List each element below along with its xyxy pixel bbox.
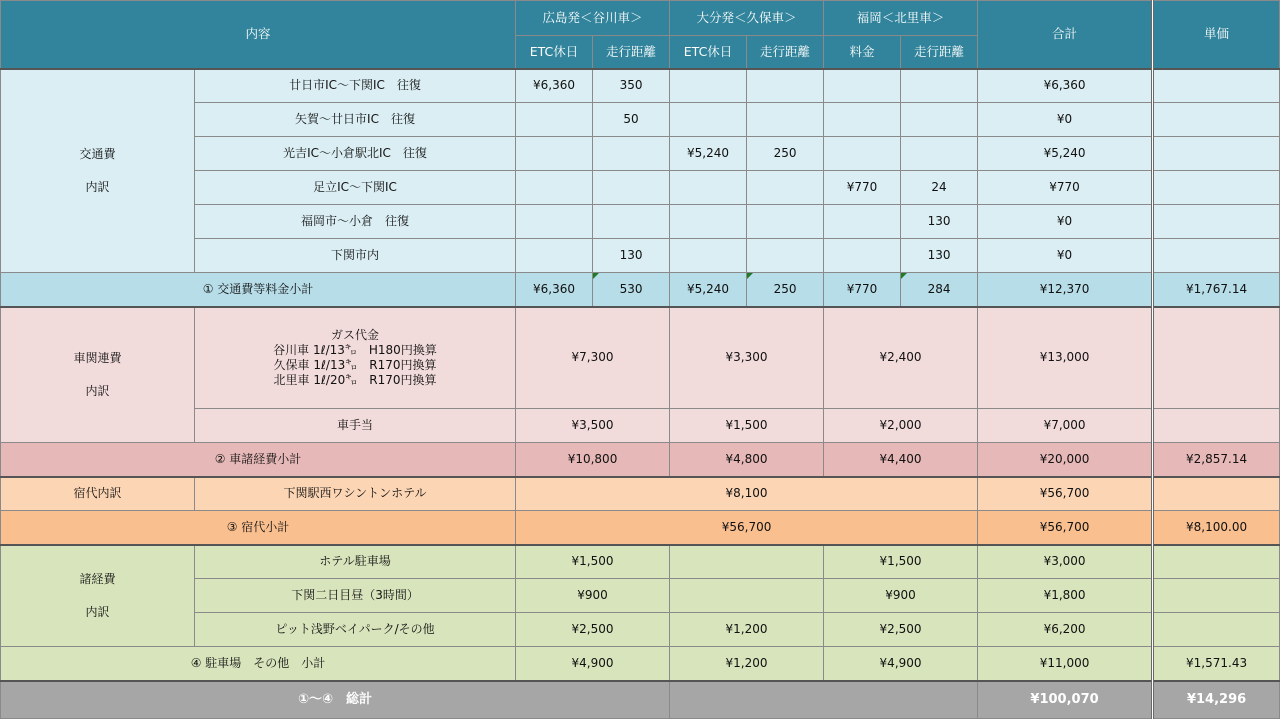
header-group-oita: 大分発＜久保車＞ [670,1,824,36]
cell-group-2[interactable]: ¥1,500 [670,409,824,443]
cell-distance-1[interactable]: 50 [593,103,670,137]
gas-line: 谷川車 1ℓ/13㌔ H180円換算 [273,342,437,357]
cell-item[interactable]: ホテル駐車場 [195,545,516,579]
header-row [1,1,1280,36]
cell-fee-3[interactable]: ¥770 [824,273,901,307]
cell-distance-2[interactable] [747,273,824,307]
cell-distance-2[interactable] [747,239,824,273]
cell-amount[interactable]: ¥8,100 [516,477,978,511]
gas-line: 久保車 1ℓ/13㌔ R170円換算 [273,357,437,372]
cell-item[interactable]: 下関市内 [195,239,516,273]
cell-unit[interactable]: ¥1,571.43 [1153,647,1280,681]
subheader-etc-2: ETC休日 [670,36,747,69]
header-group-hiroshima: 広島発＜谷川車＞ [516,1,670,36]
cell-group-1[interactable]: ¥4,900 [516,647,670,681]
subtotal-label[interactable]: ② 車諸経費小計 [1,443,516,477]
cell-total[interactable]: ¥13,000 [978,307,1153,409]
cell-unit[interactable] [1153,69,1280,103]
cell-total[interactable]: ¥0 [978,103,1153,137]
subheader-distance-3: 走行距離 [901,36,978,69]
misc-label: 諸経費 [79,571,116,586]
cell-group-2[interactable]: ¥3,300 [670,307,824,409]
table-row [1,307,1280,409]
gas-line: ガス代金 [331,327,380,342]
cell-group-3[interactable]: ¥2,400 [824,307,978,409]
cell-distance-3[interactable] [901,273,978,307]
car-label-cell [1,307,195,443]
cell-group-3[interactable]: ¥2,000 [824,409,978,443]
cell-distance-1[interactable] [593,137,670,171]
subheader-fee-3: 料金 [824,36,901,69]
cell-unit[interactable] [1153,239,1280,273]
cell-etc-2[interactable] [670,239,747,273]
cell-distance-2[interactable] [747,205,824,239]
cell-group-1[interactable]: ¥900 [516,579,670,613]
cell-group-2[interactable] [670,545,824,579]
cell-fee-3[interactable] [824,205,901,239]
cell-total[interactable]: ¥11,000 [978,647,1153,681]
cell-distance-2[interactable]: 250 [747,137,824,171]
cell-unit[interactable]: ¥8,100.00 [1153,511,1280,545]
gas-line: 北里車 1ℓ/20㌔ R170円換算 [273,372,437,387]
misc-label-sub: 内訳 [85,604,110,619]
grand-total-blank[interactable] [670,681,978,719]
table-row [1,545,1280,579]
cell-fee-3[interactable] [824,137,901,171]
cell-unit[interactable] [1153,103,1280,137]
cell-unit[interactable]: ¥1,767.14 [1153,273,1280,307]
car-label-sub: 内訳 [85,383,110,398]
cell-group-2[interactable]: ¥1,200 [670,613,824,647]
cell-unit[interactable] [1153,307,1280,409]
cell-total[interactable]: ¥5,240 [978,137,1153,171]
formula-indicator [593,273,599,279]
cell-distance-3[interactable]: 24 [901,171,978,205]
cell-unit[interactable] [1153,579,1280,613]
cell-etc-1[interactable] [516,205,593,239]
cell-distance-1[interactable] [593,205,670,239]
cell-amount[interactable]: ¥56,700 [516,511,978,545]
header-group-fukuoka: 福岡＜北里車＞ [824,1,978,36]
formula-indicator [747,273,753,279]
cell-unit[interactable] [1153,545,1280,579]
transport-label-cell [1,69,195,273]
cell-total[interactable]: ¥770 [978,171,1153,205]
cell-etc-2[interactable] [670,171,747,205]
cell-item[interactable]: 福岡市～小倉 往復 [195,205,516,239]
cell-fee-3[interactable] [824,103,901,137]
grand-total-label[interactable]: ①～④ 総計 [1,681,670,719]
cell-group-2[interactable]: ¥1,200 [670,647,824,681]
cell-item[interactable]: 下関二日目昼（3時間） [195,579,516,613]
cell-unit[interactable] [1153,409,1280,443]
cell-unit[interactable] [1153,477,1280,511]
cell-item[interactable]: 車手当 [195,409,516,443]
cell-total[interactable]: ¥56,700 [978,477,1153,511]
cell-distance-3[interactable] [901,137,978,171]
subtotal-row-misc [1,647,1280,681]
cell-etc-1[interactable] [516,171,593,205]
cell-distance-3[interactable]: 130 [901,205,978,239]
cell-distance-1[interactable] [593,171,670,205]
cell-item[interactable]: 下関駅西ワシントンホテル [195,477,516,511]
subheader-distance-1: 走行距離 [593,36,670,69]
subheader-distance-2: 走行距離 [747,36,824,69]
gas-cost-cell[interactable] [195,307,516,409]
cell-distance-2[interactable] [747,69,824,103]
table-row [1,477,1280,511]
cell-group-3[interactable]: ¥4,400 [824,443,978,477]
cell-distance-3[interactable] [901,103,978,137]
cell-distance-3[interactable] [901,69,978,103]
grand-total-sum[interactable]: ¥100,070 [978,681,1153,719]
cell-unit[interactable] [1153,171,1280,205]
cell-etc-2[interactable] [670,205,747,239]
formula-indicator [901,273,907,279]
cell-item[interactable]: 廿日市IC～下関IC 往復 [195,69,516,103]
misc-label-cell [1,545,195,647]
cell-total[interactable]: ¥7,000 [978,409,1153,443]
cell-total[interactable]: ¥12,370 [978,273,1153,307]
subtotal-label[interactable]: ④ 駐車場 その他 小計 [1,647,516,681]
transport-label: 交通費 [79,146,116,161]
header-content: 内容 [1,1,516,69]
cell-group-2[interactable] [670,579,824,613]
cell-item[interactable]: 矢賀～廿日市IC 往復 [195,103,516,137]
cell-total[interactable]: ¥3,000 [978,545,1153,579]
cell-group-3[interactable]: ¥4,900 [824,647,978,681]
header-total: 合計 [978,1,1153,69]
cell-unit[interactable]: ¥2,857.14 [1153,443,1280,477]
cell-etc-1[interactable] [516,137,593,171]
cell-distance-1[interactable] [593,273,670,307]
cell-value: 530 [619,281,643,296]
cell-etc-2[interactable] [670,103,747,137]
cell-unit[interactable] [1153,137,1280,171]
transport-label-sub: 内訳 [85,179,110,194]
table-row [1,69,1280,103]
cell-distance-3[interactable]: 130 [901,239,978,273]
subtotal-label[interactable]: ① 交通費等料金小計 [1,273,516,307]
cell-etc-2[interactable]: ¥5,240 [670,137,747,171]
car-label: 車関連費 [73,350,122,365]
cell-total[interactable]: ¥6,200 [978,613,1153,647]
subheader-etc-1: ETC休日 [516,36,593,69]
cell-group-1[interactable]: ¥2,500 [516,613,670,647]
cell-etc-2[interactable]: ¥5,240 [670,273,747,307]
cell-value: 284 [927,281,951,296]
cell-etc-2[interactable] [670,69,747,103]
cell-etc-1[interactable]: ¥6,360 [516,273,593,307]
subtotal-row-lodging [1,511,1280,545]
cell-item[interactable]: ピット浅野ベイパーク/その他 [195,613,516,647]
cell-group-1[interactable]: ¥1,500 [516,545,670,579]
cell-distance-2[interactable] [747,171,824,205]
cell-total[interactable]: ¥6,360 [978,69,1153,103]
cell-fee-3[interactable]: ¥770 [824,171,901,205]
cell-group-1[interactable]: ¥3,500 [516,409,670,443]
cell-group-1[interactable]: ¥7,300 [516,307,670,409]
cell-total[interactable]: ¥0 [978,205,1153,239]
subtotal-row-car [1,443,1280,477]
cell-distance-1[interactable]: 350 [593,69,670,103]
cell-group-1[interactable]: ¥10,800 [516,443,670,477]
cell-fee-3[interactable] [824,239,901,273]
grand-total-row [1,681,1280,719]
lodging-label[interactable]: 宿代内訳 [1,477,195,511]
header-unit: 単価 [1153,1,1280,69]
cell-fee-3[interactable] [824,69,901,103]
cell-total[interactable]: ¥1,800 [978,579,1153,613]
cell-group-3[interactable]: ¥2,500 [824,613,978,647]
grand-total-unit[interactable]: ¥14,296 [1153,681,1280,719]
cell-total[interactable]: ¥0 [978,239,1153,273]
cell-group-2[interactable]: ¥4,800 [670,443,824,477]
cell-total[interactable]: ¥20,000 [978,443,1153,477]
subtotal-label[interactable]: ③ 宿代小計 [1,511,516,545]
cell-etc-1[interactable] [516,103,593,137]
cell-value: 250 [773,281,797,296]
cell-item[interactable]: 足立IC～下関IC [195,171,516,205]
subtotal-row-transport [1,273,1280,307]
cell-distance-1[interactable]: 130 [593,239,670,273]
cell-item[interactable]: 光吉IC～小倉駅北IC 往復 [195,137,516,171]
cell-etc-1[interactable]: ¥6,360 [516,69,593,103]
cell-distance-2[interactable] [747,103,824,137]
cell-total[interactable]: ¥56,700 [978,511,1153,545]
cell-unit[interactable] [1153,613,1280,647]
cell-group-3[interactable]: ¥1,500 [824,545,978,579]
cell-etc-1[interactable] [516,239,593,273]
cell-group-3[interactable]: ¥900 [824,579,978,613]
cell-unit[interactable] [1153,205,1280,239]
